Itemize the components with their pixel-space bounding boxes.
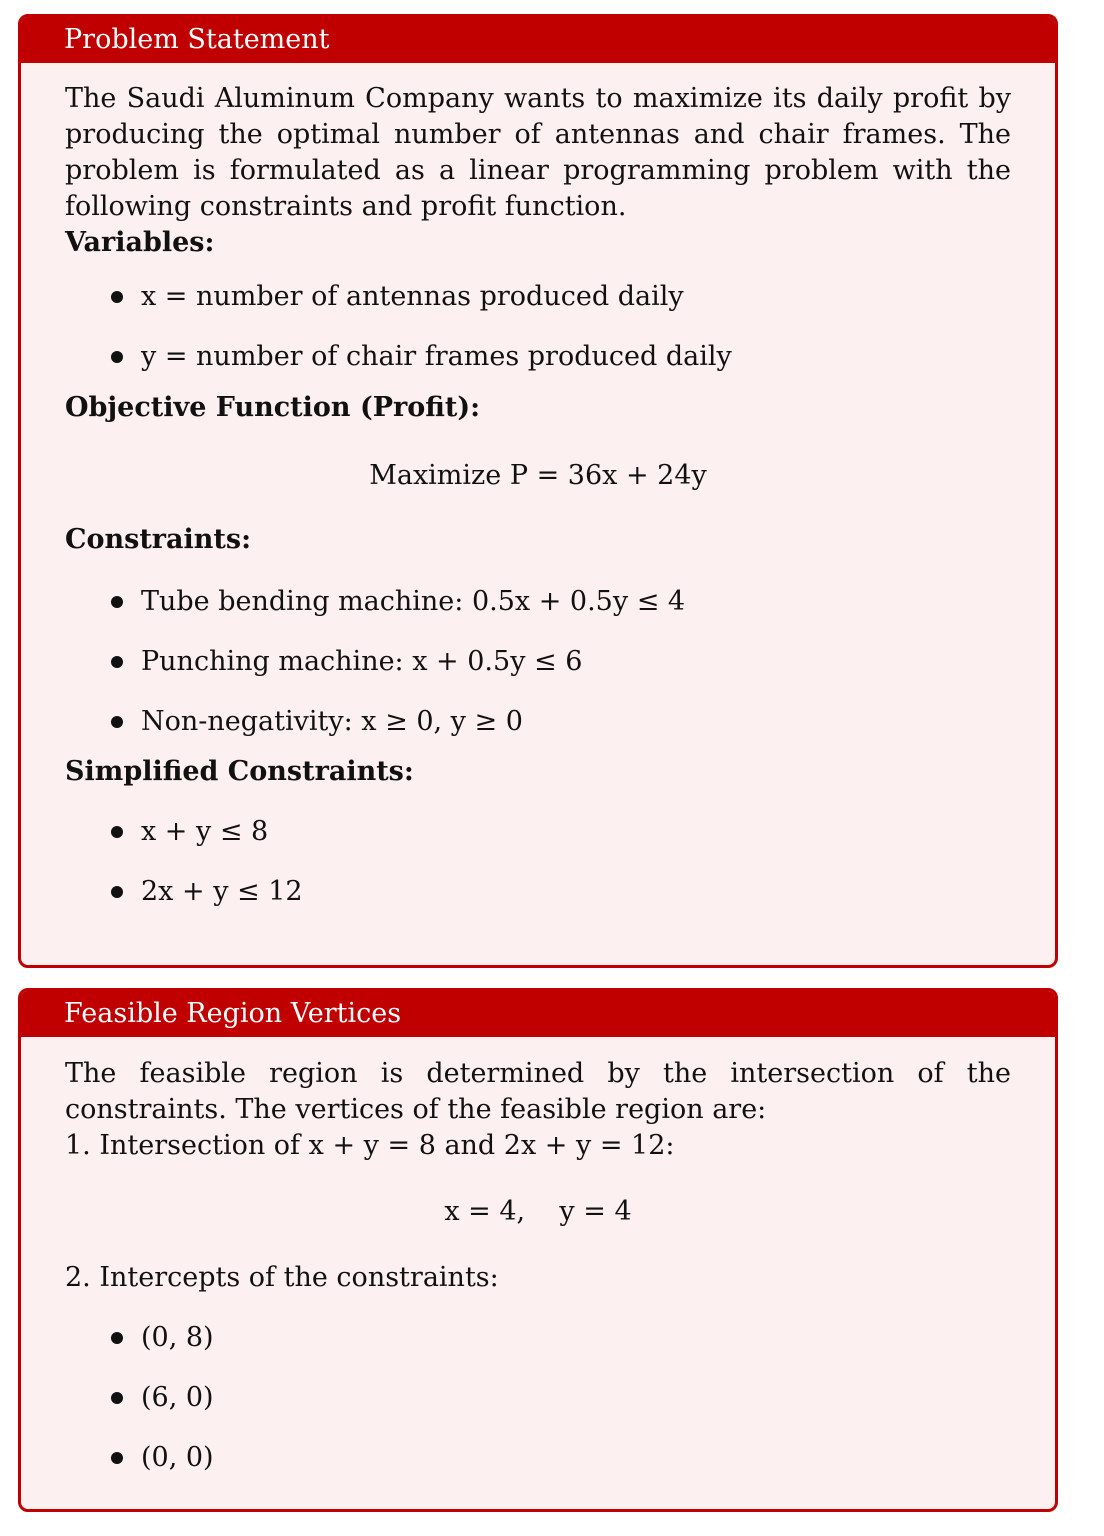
- list-item: [65, 692, 1011, 752]
- bullet-icon: [111, 656, 123, 668]
- intercept-3: (0, 0): [141, 1442, 214, 1473]
- list-item: [65, 1308, 1011, 1368]
- feasible-intro: The feasible region is determined by the intersection of the constraints. The vertices of the feasible region are:: [65, 1058, 1011, 1125]
- step-2: 2. Intercepts of the constraints:: [65, 1262, 499, 1293]
- list-item: [65, 267, 1011, 327]
- intercept-2: (6, 0): [141, 1382, 214, 1413]
- problem-statement-body: [21, 63, 1055, 922]
- list-item: [65, 1428, 1011, 1488]
- constraint-punching: Punching machine: x + 0.5y ≤ 6: [141, 646, 583, 677]
- variables-heading: Variables:: [65, 227, 215, 258]
- bullet-icon: [111, 351, 123, 363]
- simplified-constraint-2: 2x + y ≤ 12: [141, 876, 303, 907]
- bullet-icon: [111, 1452, 123, 1464]
- list-item: [65, 572, 1011, 632]
- bullet-icon: [111, 1332, 123, 1344]
- intercept-1: (0, 8): [141, 1322, 214, 1353]
- bullet-icon: [111, 716, 123, 728]
- bullet-icon: [111, 1392, 123, 1404]
- step-1: 1. Intersection of x + y = 8 and 2x + y = 12:: [65, 1130, 675, 1161]
- simplified-heading: Simplified Constraints:: [65, 756, 414, 787]
- bullet-icon: [111, 826, 123, 838]
- intersection-solution: x = 4, y = 4: [444, 1196, 632, 1227]
- objective-heading: Objective Function (Profit):: [65, 392, 481, 423]
- bullet-icon: [111, 596, 123, 608]
- bullet-icon: [111, 291, 123, 303]
- list-item: [65, 802, 1011, 862]
- feasible-region-body: [21, 1037, 1055, 1488]
- list-item: [65, 632, 1011, 692]
- list-item: [65, 327, 1011, 387]
- variables-list: [65, 267, 1011, 387]
- constraint-tube-bending: Tube bending machine: 0.5x + 0.5y ≤ 4: [141, 586, 686, 617]
- problem-intro: The Saudi Aluminum Company wants to maximize its daily profit by producing the optimal number of antennas and chair frames. The problem is formulated as a linear programming problem with the following constraints and profit function.: [65, 83, 1011, 222]
- simplified-constraint-1: x + y ≤ 8: [141, 816, 269, 847]
- objective-function: Maximize P = 36x + 24y: [369, 460, 707, 491]
- constraint-non-negativity: Non-negativity: x ≥ 0, y ≥ 0: [141, 706, 523, 737]
- feasible-region-title: Feasible Region Vertices: [21, 991, 1055, 1037]
- feasible-region-box: [18, 988, 1058, 1512]
- variable-x: x = number of antennas produced daily: [141, 281, 684, 312]
- constraints-heading: Constraints:: [65, 524, 252, 555]
- problem-statement-title: Problem Statement: [21, 17, 1055, 63]
- list-item: [65, 862, 1011, 922]
- constraints-list: [65, 572, 1011, 752]
- simplified-list: [65, 802, 1011, 922]
- list-item: [65, 1368, 1011, 1428]
- bullet-icon: [111, 886, 123, 898]
- variable-y: y = number of chair frames produced daily: [141, 341, 732, 372]
- problem-statement-box: [18, 14, 1058, 968]
- intercepts-list: [65, 1308, 1011, 1488]
